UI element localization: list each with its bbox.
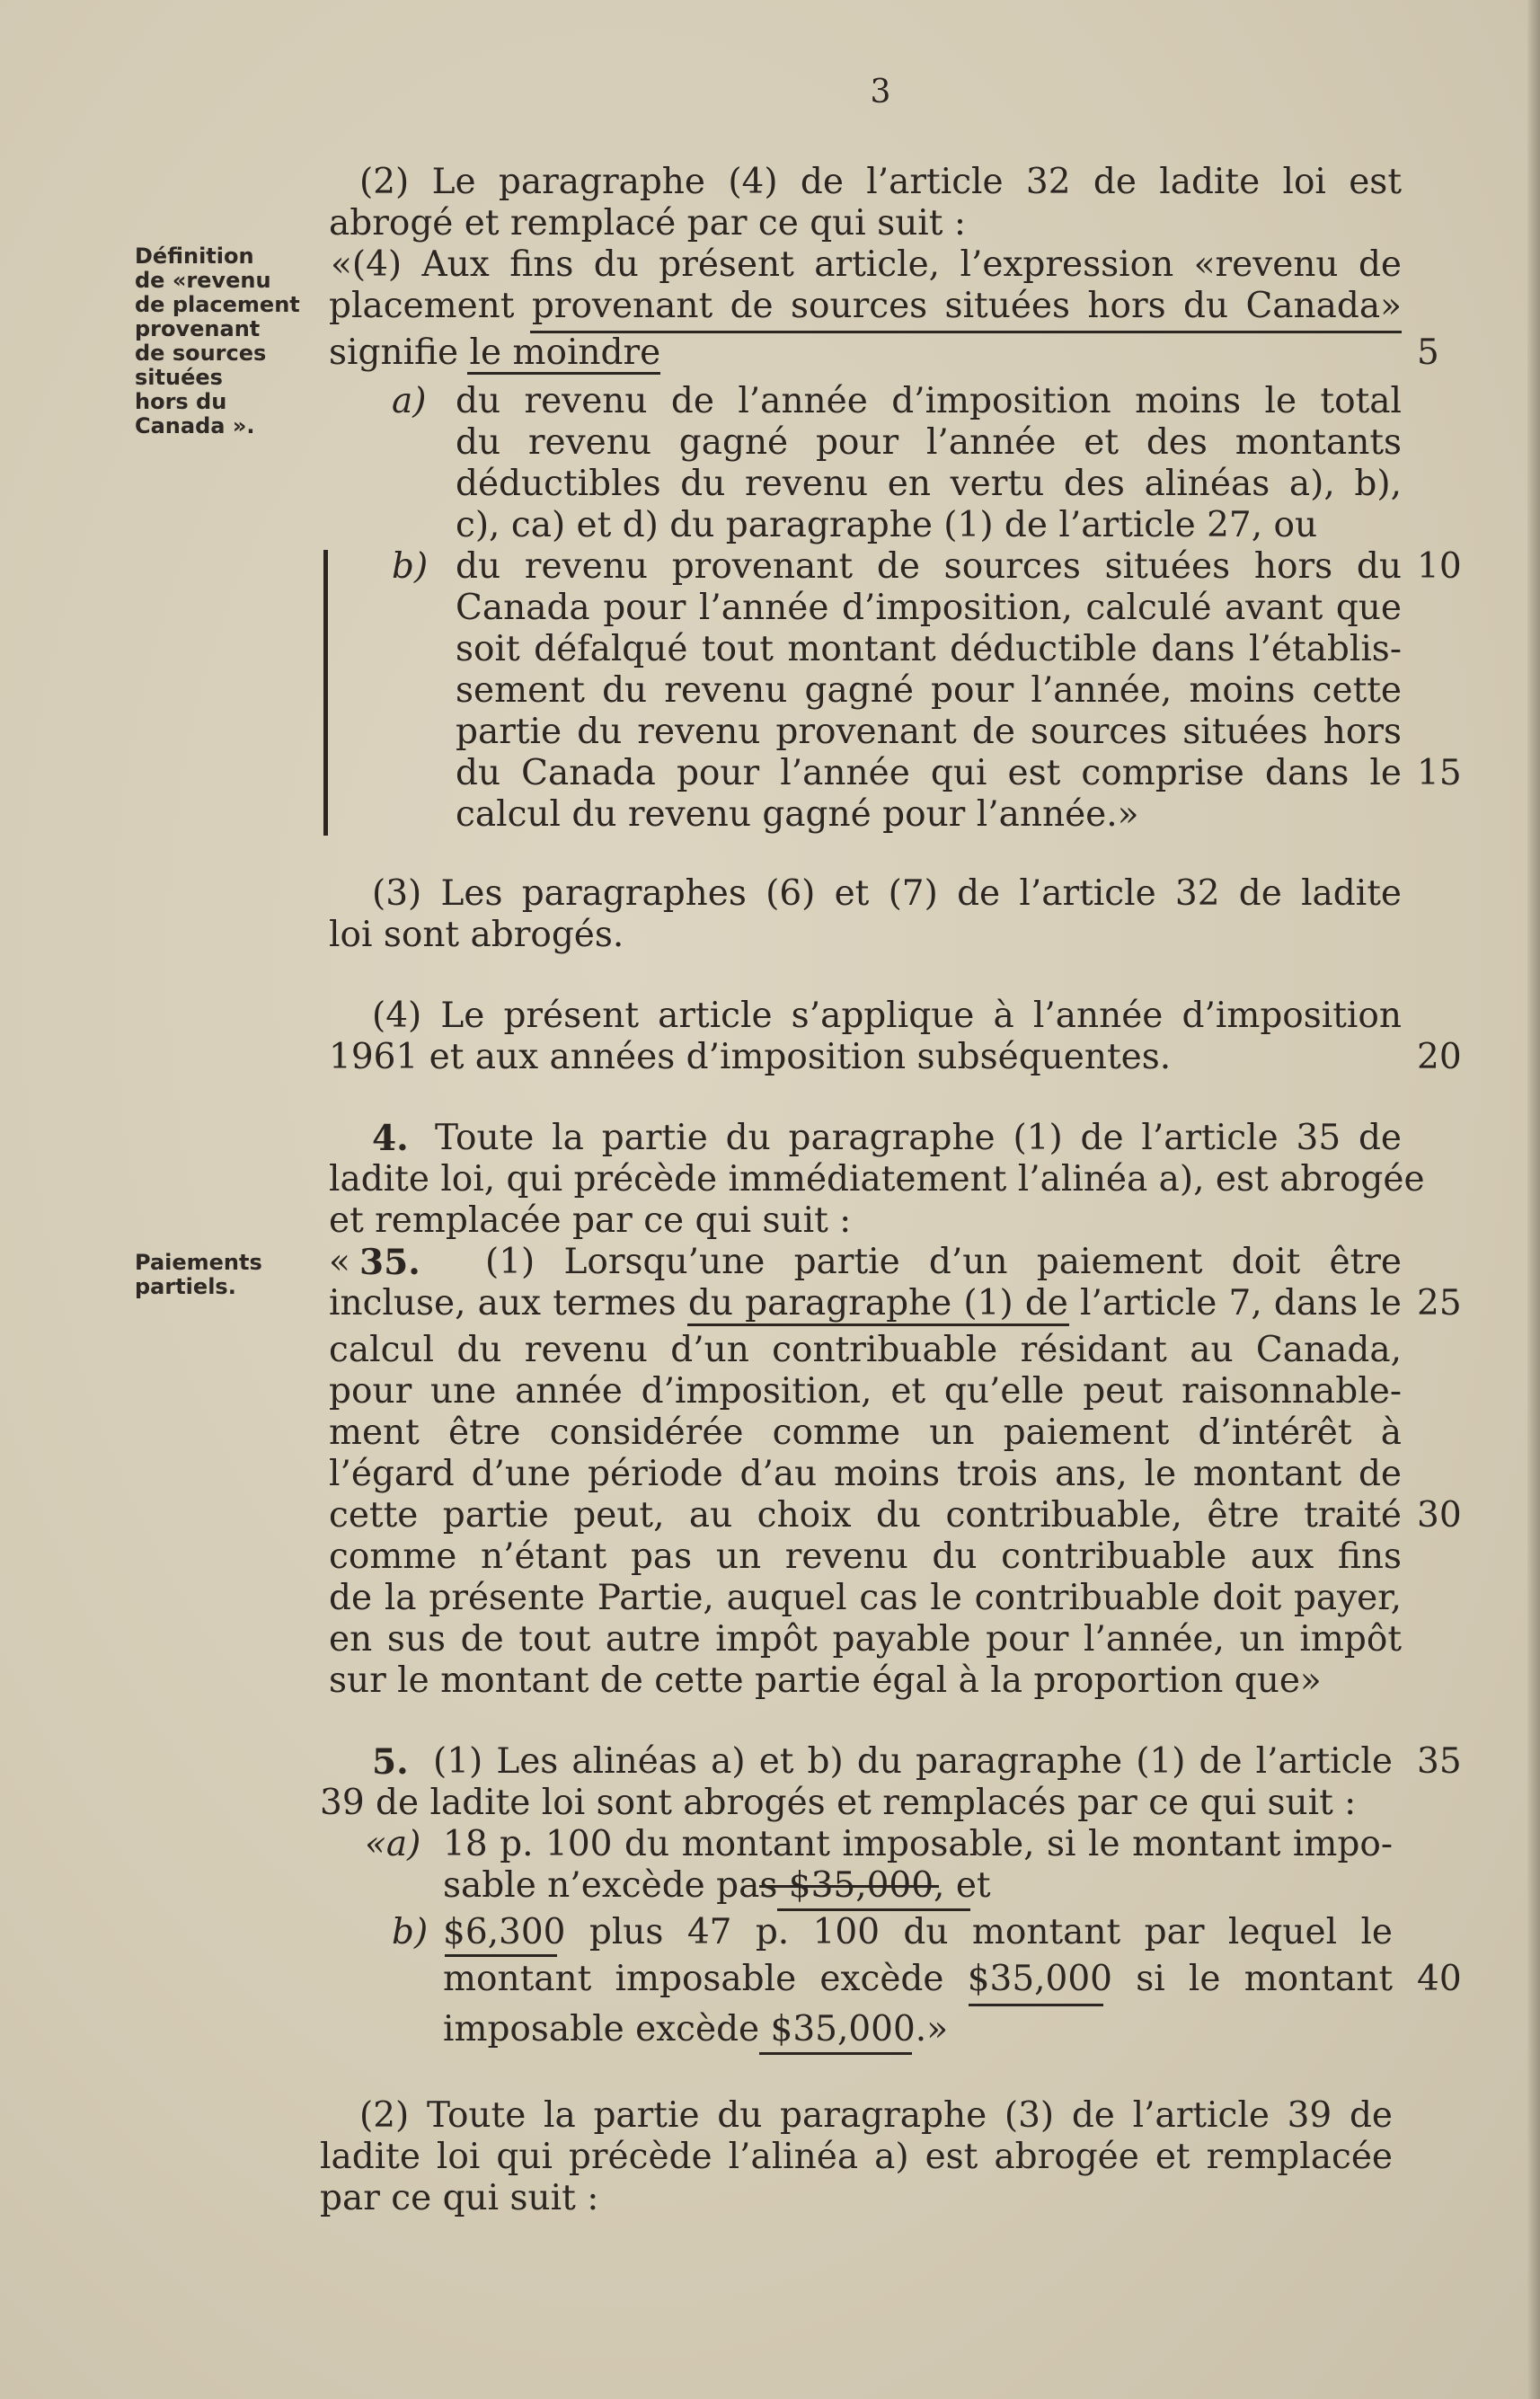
revision-bar [323, 550, 328, 836]
text-line: (2) Toute la partie du paragraphe (3) de l’article 39 de [359, 2095, 1393, 2136]
text-line: (3) Les paragraphes (6) et (7) de l’article 32 de ladite [372, 873, 1402, 914]
text-line: ment être considérée comme un paiement d’intérêt à [329, 1412, 1402, 1453]
text-line: du Canada pour l’année qui est comprise dans le [456, 753, 1402, 793]
page-edge [1527, 0, 1540, 2399]
line-number: 20 [1417, 1037, 1462, 1077]
text-underline [530, 331, 1402, 333]
text-line: «(4) Aux fins du présent article, l’expression «revenu de [331, 244, 1402, 285]
line-number: 30 [1417, 1495, 1462, 1536]
text-line: cette partie peut, au choix du contribuable, être traité [329, 1495, 1402, 1536]
text-line: comme n’étant pas un revenu du contribuable aux fins [329, 1536, 1402, 1577]
text-line: calcul du revenu d’un contribuable résidant au Canada, [329, 1330, 1402, 1370]
text-line: loi sont abrogés. [329, 915, 624, 955]
text-line: 39 de ladite loi sont abrogés et remplacés par ce qui suit : [320, 1783, 1357, 1823]
item-label: b) [392, 1912, 429, 1952]
text-line: sable n’excède pas $35,000, et [443, 1865, 991, 1906]
text-line: sement du revenu gagné pour l’année, moins cette [456, 670, 1402, 711]
text-line: partie du revenu provenant de sources situées hors [456, 712, 1402, 752]
text-line: l’égard d’une période d’au moins trois ans, le montant de [329, 1454, 1402, 1494]
text-line: du revenu de l’année d’imposition moins le total [456, 381, 1402, 421]
text-line: abrogé et remplacé par ce qui suit : [329, 203, 966, 243]
text-line: du revenu gagné pour l’année et des montants [456, 422, 1402, 463]
item-label: a) [392, 381, 427, 421]
line-number: 5 [1417, 332, 1439, 373]
text-line: c), ca) et d) du paragraphe (1) de l’article 27, ou [456, 505, 1318, 545]
text-line: déductibles du revenu en vertu des alinéas a), b), [456, 464, 1402, 504]
page-number: 3 [870, 74, 891, 111]
margin-note-line: Paiements [135, 1250, 262, 1275]
text-line: ladite loi qui précède l’alinéa a) est abrogée et remplacée [320, 2137, 1393, 2177]
margin-note-line: Canada ». [135, 413, 255, 438]
text-line: 18 p. 100 du montant imposable, si le montant impo- [443, 1824, 1393, 1864]
margin-note-line: Définition [135, 243, 254, 269]
text-line: pour une année d’imposition, et qu’elle peut raisonnable- [329, 1371, 1402, 1412]
line-number: 15 [1417, 753, 1462, 793]
text-line: (4) Le présent article s’applique à l’année d’imposition [372, 996, 1402, 1036]
margin-note-line: partiels. [135, 1274, 236, 1299]
margin-note-line: de «revenu [135, 268, 271, 293]
text-line: ladite loi, qui précède immédiatement l’alinéa a), est abrogée [329, 1159, 1425, 1200]
margin-note-line: provenant [135, 316, 261, 341]
margin-note-line: hors du [135, 389, 227, 414]
text-line: Toute la partie du paragraphe (1) de l’article 35 de [435, 1118, 1402, 1158]
item-label: b) [392, 546, 429, 587]
section-number: 5. [372, 1741, 409, 1783]
text-line: du revenu provenant de sources situées hors du [456, 546, 1402, 587]
margin-note-line: situées [135, 365, 223, 390]
text-line: sur le montant de cette partie égal à la proportion que» [329, 1660, 1322, 1701]
text-line: Canada pour l’année d’imposition, calculé avant que [456, 588, 1402, 628]
text-line: (1) Les alinéas a) et b) du paragraphe (1) de l’article [433, 1741, 1393, 1782]
text-line: incluse, aux termes du paragraphe (1) de l’article 7, dans le [329, 1283, 1402, 1323]
item-label: «a) [365, 1824, 421, 1864]
margin-note-line: de placement [135, 292, 300, 317]
text-line: imposable excède $35,000.» [443, 2009, 949, 2049]
line-number: 25 [1417, 1283, 1462, 1323]
text-line: $6,300 plus 47 p. 100 du montant par lequel le [443, 1912, 1393, 1952]
text-line: (2) Le paragraphe (4) de l’article 32 de ladite loi est [359, 162, 1402, 202]
text-line: (1) Lorsqu’une partie d’un paiement doit être [485, 1242, 1402, 1282]
text-line: soit défalqué tout montant déductible dans l’établis- [456, 629, 1402, 669]
line-number: 10 [1417, 546, 1462, 587]
text-underline [759, 2052, 912, 2055]
text-line: en sus de tout autre impôt payable pour l’année, un impôt [329, 1619, 1402, 1660]
text-line: 1961 et aux années d’imposition subséquentes. [329, 1037, 1172, 1077]
text-line: calcul du revenu gagné pour l’année.» [456, 794, 1139, 835]
text-underline [445, 1954, 557, 1957]
text-line: de la présente Partie, auquel cas le contribuable doit payer, [329, 1578, 1402, 1618]
margin-note-partial-payments [135, 1251, 262, 1299]
text-line: placement provenant de sources situées hors du Canada» [329, 286, 1402, 326]
line-number: 40 [1417, 1959, 1462, 1999]
text-line: et remplacée par ce qui suit : [329, 1200, 852, 1241]
line-number: 35 [1417, 1741, 1462, 1782]
text-line: signifie le moindre [329, 332, 661, 373]
section-number: 35. [359, 1242, 420, 1283]
text-line: montant imposable excède $35,000 si le montant [443, 1959, 1393, 1999]
text-underline [777, 1908, 970, 1911]
margin-note-line: de sources [135, 341, 267, 366]
section-number: 4. [372, 1118, 409, 1159]
open-quote: « [329, 1242, 350, 1282]
text-underline [969, 2004, 1103, 2006]
margin-note-definition [135, 244, 300, 438]
text-line: par ce qui suit : [320, 2178, 599, 2218]
